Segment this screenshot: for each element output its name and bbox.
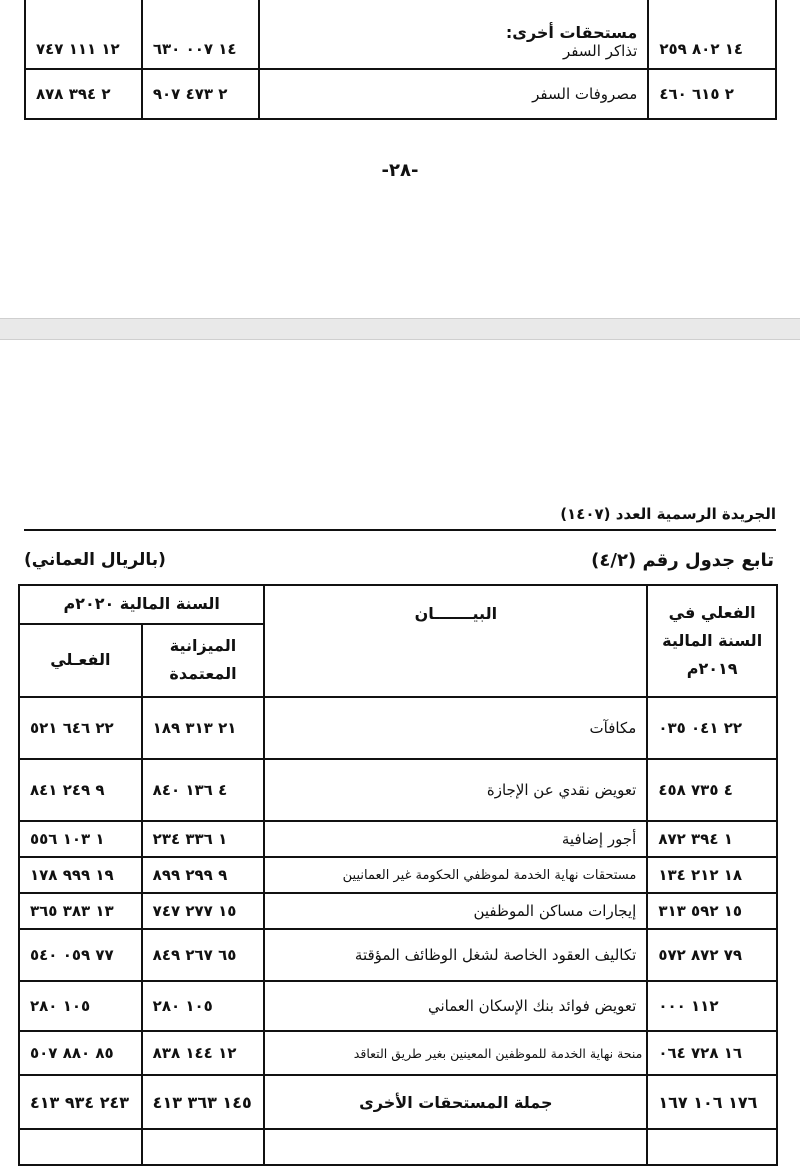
cell-description: أجور إضافية — [264, 821, 647, 857]
cell-actual-2019: ١١٢ ٠٠٠ — [647, 981, 777, 1031]
cell-description: منحة نهاية الخدمة للموظفين المعينين بغير طريق التعاقد — [264, 1031, 647, 1075]
previous-page-fragment — [0, 0, 800, 318]
header-actual-2019: الفعلي في السنة المالية ٢٠١٩م — [647, 585, 777, 697]
header-fiscal-2020: السنة المالية ٢٠٢٠م — [19, 585, 264, 624]
page-separator — [0, 318, 800, 340]
cell-budget-2020: ١٤ ٠٠٧ ٦٣٠ — [142, 0, 259, 69]
cell-actual-2020: ١٢ ١١١ ٧٤٧ — [25, 0, 142, 69]
header-actual: الفعـلي — [19, 624, 142, 697]
row-description: تذاكر السفر — [562, 42, 638, 60]
main-table — [18, 584, 778, 1166]
cell-actual-2020: ٢٢ ٦٤٦ ٥٢١ — [19, 697, 142, 759]
cell-budget-2020: ٢ ٤٧٣ ٩٠٧ — [142, 69, 259, 119]
gazette-header: الجريدة الرسمية العدد (١٤٠٧) — [24, 505, 776, 531]
cell-actual-2019: ٢ ٦١٥ ٤٦٠ — [648, 69, 776, 119]
table-row — [19, 1031, 777, 1075]
cell-actual-2019: ١٥ ٥٩٢ ٣١٣ — [647, 893, 777, 929]
cell-description: تعويض نقدي عن الإجازة — [264, 759, 647, 821]
table-row — [19, 857, 777, 893]
cell-budget-2020: ١٢ ١٤٤ ٨٣٨ — [142, 1031, 265, 1075]
cell-actual-2020: ١٠٥ ٢٨٠ — [19, 981, 142, 1031]
cell-description: مكافآت — [264, 697, 647, 759]
cell-actual-2020: ١٣ ٣٨٣ ٣٦٥ — [19, 893, 142, 929]
empty-cell — [142, 1129, 265, 1165]
header-budget: الميزانية المعتمدة — [142, 624, 265, 697]
cell-description: تكاليف العقود الخاصة لشغل الوظائف المؤقتة — [264, 929, 647, 981]
cell-budget-2020: ٩ ٢٩٩ ٨٩٩ — [142, 857, 265, 893]
cell-budget-2020: ١ ٣٣٦ ٢٣٤ — [142, 821, 265, 857]
cell-actual-2019: ١٦ ٧٢٨ ٠٦٤ — [647, 1031, 777, 1075]
category-heading: مستحقات أخرى: — [505, 23, 638, 42]
table-row — [19, 1129, 777, 1165]
total-row — [19, 1075, 777, 1129]
header-description: البيـــــــان — [264, 585, 647, 697]
cell-budget-2020: ١٠٥ ٢٨٠ — [142, 981, 265, 1031]
cell-description: مستحقات نهاية الخدمة لموظفي الحكومة غير العمانيين — [264, 857, 647, 893]
cell-description: مصروفات السفر — [259, 69, 649, 119]
cell-actual-2020: ١٩ ٩٩٩ ١٧٨ — [19, 857, 142, 893]
cell-description: إيجارات مساكن الموظفين — [264, 893, 647, 929]
table-row — [19, 759, 777, 821]
header-row — [19, 585, 777, 624]
cell-budget-2020: ١٥ ٢٧٧ ٧٤٧ — [142, 893, 265, 929]
cell-description: تعويض فوائد بنك الإسكان العماني — [264, 981, 647, 1031]
total-actual-2019: ١٧٦ ١٠٦ ١٦٧ — [647, 1075, 777, 1129]
cell-budget-2020: ٦٥ ٢٦٧ ٨٤٩ — [142, 929, 265, 981]
cell-budget-2020: ٤ ١٣٦ ٨٤٠ — [142, 759, 265, 821]
table-row — [19, 697, 777, 759]
cell-description — [259, 0, 649, 69]
table-row — [19, 929, 777, 981]
cell-actual-2019: ٤ ٧٣٥ ٤٥٨ — [647, 759, 777, 821]
total-actual-2020: ٢٤٣ ٩٣٤ ٤١٣ — [19, 1075, 142, 1129]
top-table — [24, 0, 777, 120]
cell-actual-2020: ٩ ٢٤٩ ٨٤١ — [19, 759, 142, 821]
cell-actual-2020: ٨٥ ٨٨٠ ٥٠٧ — [19, 1031, 142, 1075]
table-row — [19, 821, 777, 857]
current-page — [0, 340, 800, 1141]
table-row — [25, 69, 776, 119]
cell-actual-2019: ١٤ ٨٠٢ ٢٥٩ — [648, 0, 776, 69]
total-budget-2020: ١٤٥ ٣٦٣ ٤١٣ — [142, 1075, 265, 1129]
empty-cell — [264, 1129, 647, 1165]
empty-cell — [647, 1129, 777, 1165]
cell-actual-2020: ١ ١٠٣ ٥٥٦ — [19, 821, 142, 857]
currency-caption: (بالريال العماني) — [24, 550, 166, 570]
table-row — [25, 0, 776, 69]
table-caption: تابع جدول رقم (٤/٢) — [591, 550, 774, 571]
total-description: جملة المستحقات الأخرى — [264, 1075, 647, 1129]
cell-actual-2019: ٧٩ ٨٧٢ ٥٧٢ — [647, 929, 777, 981]
empty-cell — [19, 1129, 142, 1165]
cell-actual-2019: ١ ٣٩٤ ٨٧٢ — [647, 821, 777, 857]
cell-actual-2019: ١٨ ٢١٢ ١٣٤ — [647, 857, 777, 893]
table-row — [19, 981, 777, 1031]
cell-actual-2020: ٢ ٣٩٤ ٨٧٨ — [25, 69, 142, 119]
cell-actual-2020: ٧٧ ٠٥٩ ٥٤٠ — [19, 929, 142, 981]
cell-budget-2020: ٢١ ٣١٣ ١٨٩ — [142, 697, 265, 759]
page-number: -٢٨- — [381, 160, 419, 181]
cell-actual-2019: ٢٢ ٠٤١ ٠٣٥ — [647, 697, 777, 759]
table-row — [19, 893, 777, 929]
